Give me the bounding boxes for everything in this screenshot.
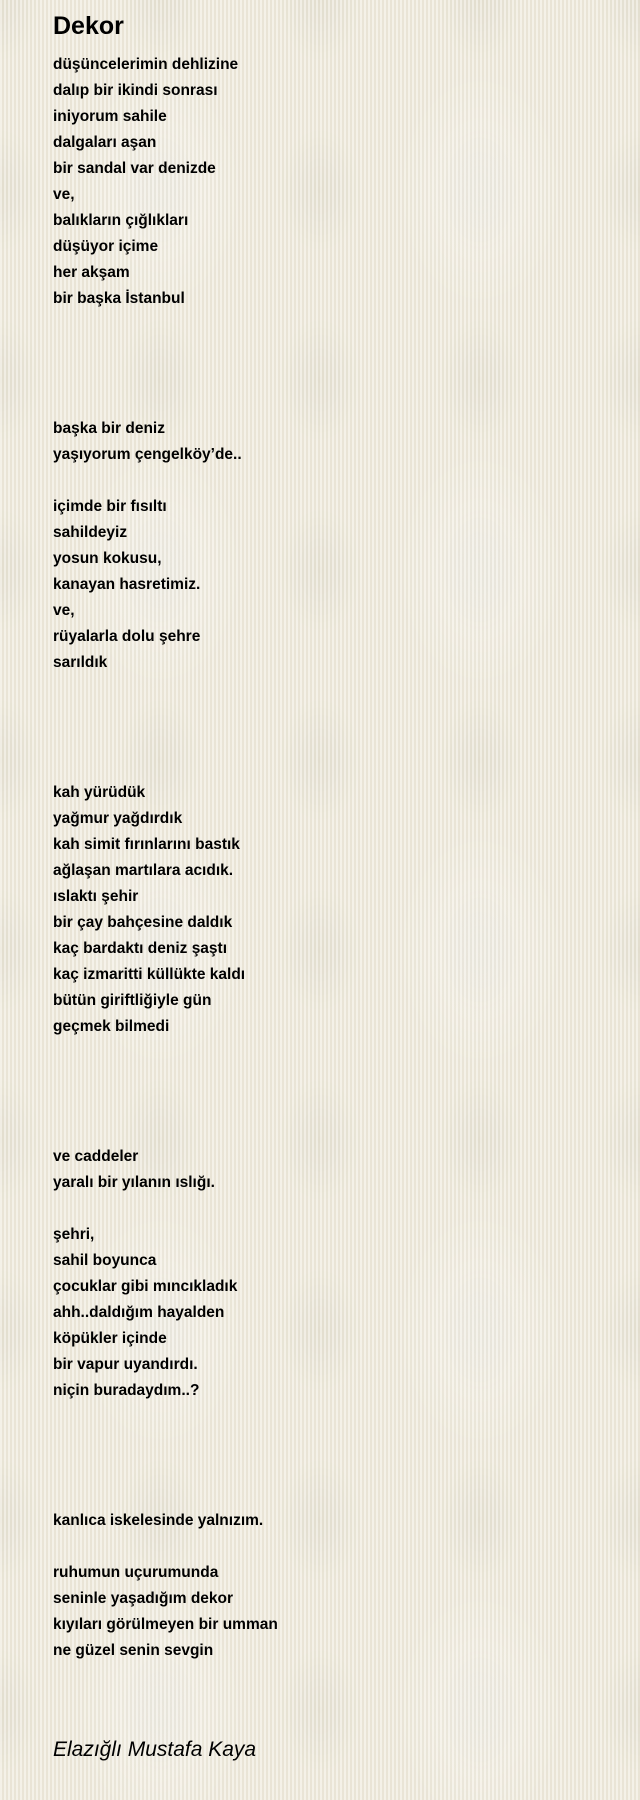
poem-line: sahil boyunca — [53, 1252, 157, 1269]
poem-blank-line — [53, 728, 278, 754]
poem-line: kanlıca iskelesinde yalnızım. — [53, 1512, 264, 1529]
poem-blank-line — [53, 338, 278, 364]
poem-blank-line — [53, 1456, 278, 1482]
poem-line: yaşıyorum çengelköy’de.. — [53, 446, 242, 463]
poem-line: köpükler içinde — [53, 1330, 167, 1347]
poem-blank-line — [53, 1118, 278, 1144]
poem-line: şehri, — [53, 1226, 95, 1243]
poem-blank-line — [53, 390, 278, 416]
poem-line: sahildeyiz — [53, 524, 128, 541]
poem-line: dalıp bir ikindi sonrası — [53, 82, 218, 99]
poem-blank-line — [53, 1482, 278, 1508]
poem-line: yaralı bir yılanın ıslığı. — [53, 1174, 215, 1191]
poem-line: ve caddeler — [53, 1148, 139, 1165]
poem-line: bir vapur uyandırdı. — [53, 1356, 198, 1373]
poem-blank-line — [53, 312, 278, 338]
poem-line: niçin buradaydım..? — [53, 1382, 200, 1399]
poem-line: bir başka İstanbul — [53, 290, 185, 307]
poem-line: iniyorum sahile — [53, 108, 167, 125]
poem-line: düşüyor içime — [53, 238, 159, 255]
poem-blank-line — [53, 702, 278, 728]
poem-blank-line — [53, 1196, 278, 1222]
poem-line: kaç bardaktı deniz şaştı — [53, 940, 228, 957]
poem-line: ve, — [53, 186, 75, 203]
poem-line: ağlaşan martılara acıdık. — [53, 862, 234, 879]
poem-line: balıkların çığlıkları — [53, 212, 189, 229]
poem-line: her akşam — [53, 264, 130, 281]
poem-line: bütün giriftliğiyle gün — [53, 992, 212, 1009]
poem-line: kıyıları görülmeyen bir umman — [53, 1616, 278, 1633]
poem-blank-line — [53, 468, 278, 494]
poem-line: ve, — [53, 602, 75, 619]
poem-blank-line — [53, 676, 278, 702]
poem-line: sarıldık — [53, 654, 108, 671]
poem-line: bir çay bahçesine daldık — [53, 914, 233, 931]
poem-blank-line — [53, 1092, 278, 1118]
poem-blank-line — [53, 754, 278, 780]
poem-line: ıslaktı şehir — [53, 888, 139, 905]
poem-line: seninle yaşadığım dekor — [53, 1590, 234, 1607]
poem-line: çocuklar gibi mıncıkladık — [53, 1278, 238, 1295]
poem-line: içimde bir fısıltı — [53, 498, 167, 515]
poem-line: geçmek bilmedi — [53, 1018, 170, 1035]
poem-line: yosun kokusu, — [53, 550, 162, 567]
poem-line: kanayan hasretimiz. — [53, 576, 201, 593]
poem-line: ruhumun uçurumunda — [53, 1564, 219, 1581]
poem-body — [53, 52, 278, 1664]
poem-line: kah yürüdük — [53, 784, 146, 801]
poem-line: yağmur yağdırdık — [53, 810, 183, 827]
poem-line: kah simit fırınlarını bastık — [53, 836, 240, 853]
poem-blank-line — [53, 1040, 278, 1066]
poem-line: bir sandal var denizde — [53, 160, 216, 177]
poem-line: rüyalarla dolu şehre — [53, 628, 201, 645]
poem-line: düşüncelerimin dehlizine — [53, 56, 239, 73]
poem-line: ahh..daldığım hayalden — [53, 1304, 225, 1321]
poem-line: kaç izmaritti küllükte kaldı — [53, 966, 246, 983]
poem-blank-line — [53, 1404, 278, 1430]
poem-line: ne güzel senin sevgin — [53, 1642, 214, 1659]
poem-blank-line — [53, 364, 278, 390]
poem-blank-line — [53, 1066, 278, 1092]
poem-line: başka bir deniz — [53, 420, 165, 437]
poem-title: Dekor — [53, 12, 124, 40]
poem-line: dalgaları aşan — [53, 134, 157, 151]
poem-author[interactable]: Elazığlı Mustafa Kaya — [53, 1738, 257, 1761]
poem-blank-line — [53, 1534, 278, 1560]
poem-blank-line — [53, 1430, 278, 1456]
